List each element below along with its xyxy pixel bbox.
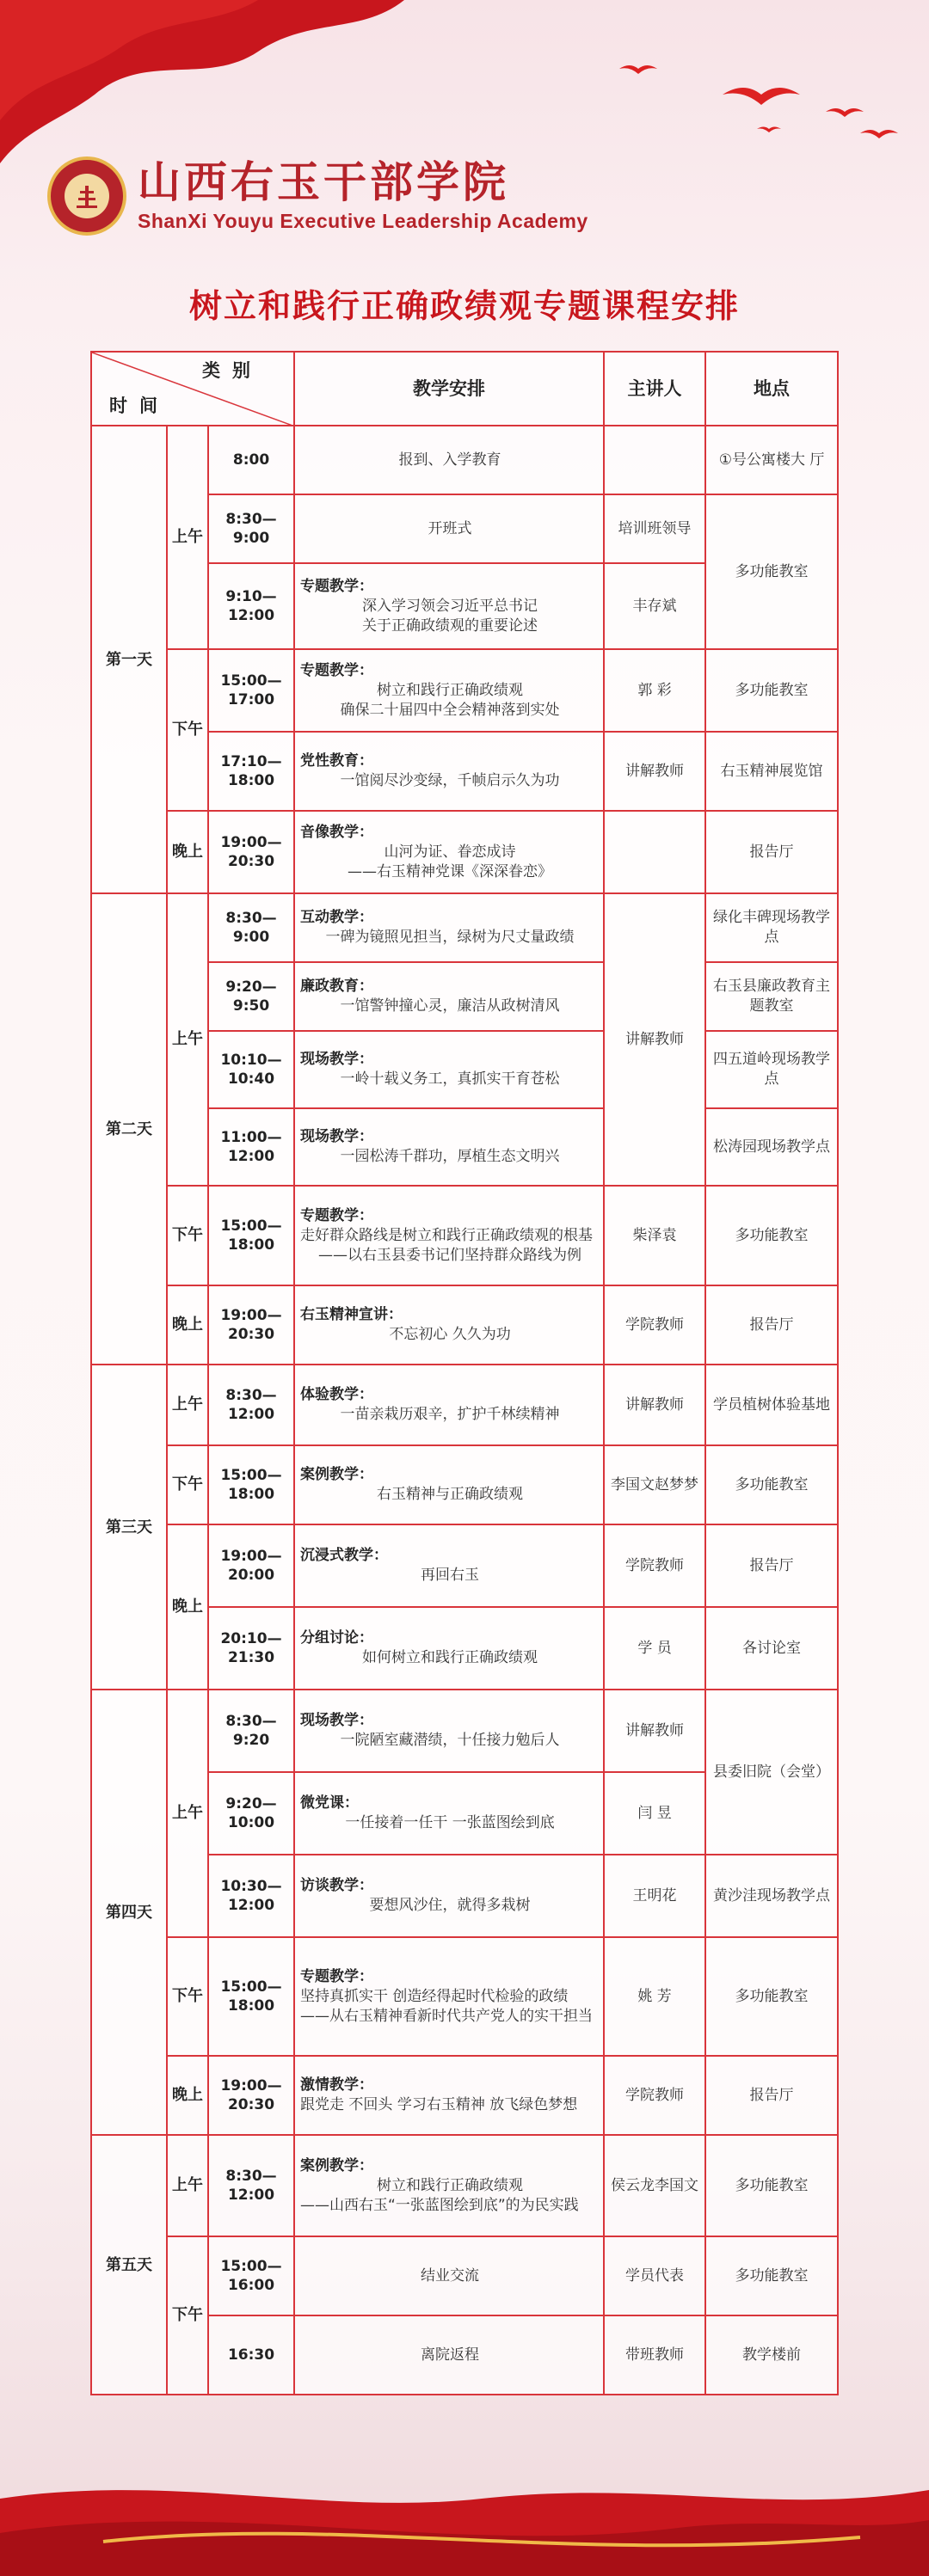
period-label: 下午 [167,1445,208,1524]
location-cell: 多功能教室 [705,1937,838,2056]
table-row [91,1690,838,1772]
lecturer-cell: 学院教师 [604,2056,705,2135]
time-cell: 17:10—18:00 [208,732,294,811]
lecturer-cell: 丰存斌 [604,563,705,649]
lecturer-cell: 讲解教师 [604,732,705,811]
lecturer-cell [604,426,705,494]
arrangement-cell: 廉政教育： 一馆警钟撞心灵，廉洁从政树清风 [294,962,604,1031]
time-cell: 8:30—9:00 [208,494,294,563]
lecturer-cell: 姚 芳 [604,1937,705,2056]
arrangement-cell: 微党课： 一任接着一任干 一张蓝图绘到底 [294,1772,604,1855]
arrangement-cell: 专题教学： 树立和践行正确政绩观 确保二十届四中全会精神落到实处 [294,649,604,732]
arrangement-cell: 报到、入学教育 [294,426,604,494]
arrangement-cell: 专题教学： 深入学习领会习近平总书记 关于正确政绩观的重要论述 [294,563,604,649]
time-cell: 9:10—12:00 [208,563,294,649]
lecturer-cell: 讲解教师 [604,1365,705,1445]
arrangement-cell: 现场教学： 一院陋室藏潜绩，十任接力勉后人 [294,1690,604,1772]
period-label: 上午 [167,893,208,1186]
time-cell: 15:00—17:00 [208,649,294,732]
location-cell: 多功能教室 [705,649,838,732]
period-label: 上午 [167,426,208,649]
time-cell: 15:00—18:00 [208,1937,294,2056]
header-location: 地点 [705,352,838,426]
location-cell: 报告厅 [705,1285,838,1365]
arrangement-cell: 专题教学： 走好群众路线是树立和践行正确政绩观的根基 ——以右玉县委书记们坚持群众路线为例 [294,1186,604,1285]
time-cell: 11:00—12:00 [208,1108,294,1186]
time-cell: 19:00—20:30 [208,1285,294,1365]
arrangement-cell: 互动教学： 一碑为镜照见担当，绿树为尺丈量政绩 [294,893,604,962]
time-cell: 8:30—9:00 [208,893,294,962]
arrangement-cell: 音像教学： 山河为证、眷恋成诗 ——右玉精神党课《深深眷恋》 [294,811,604,893]
time-cell: 15:00—16:00 [208,2236,294,2315]
header-corner [91,352,294,426]
pagoda-icon [77,184,97,210]
lecturer-cell: 培训班领导 [604,494,705,563]
lecturer-cell: 闫 昱 [604,1772,705,1855]
mountain-ribbon-decoration [0,2370,929,2576]
period-label: 晚上 [167,1285,208,1365]
lecturer-cell: 郭 彩 [604,649,705,732]
day-label: 第五天 [91,2135,167,2395]
arrangement-cell: 现场教学： 一岭十载义务工，真抓实干育苍松 [294,1031,604,1108]
location-cell: 绿化丰碑现场教学点 [705,893,838,962]
location-cell: 黄沙洼现场教学点 [705,1855,838,1937]
location-cell: 学员植树体验基地 [705,1365,838,1445]
lecturer-cell: 学 员 [604,1607,705,1690]
header-time: 时间 [109,396,169,416]
period-label: 下午 [167,2236,208,2395]
lecturer-cell: 学院教师 [604,1285,705,1365]
time-cell: 19:00—20:00 [208,1524,294,1607]
time-cell: 10:30—12:00 [208,1855,294,1937]
time-cell: 10:10—10:40 [208,1031,294,1108]
period-label: 晚上 [167,811,208,893]
arrangement-cell: 分组讨论： 如何树立和践行正确政绩观 [294,1607,604,1690]
time-cell: 8:30—12:00 [208,1365,294,1445]
arrangement-cell: 开班式 [294,494,604,563]
period-label: 上午 [167,2135,208,2236]
location-cell: 多功能教室 [705,2236,838,2315]
period-label: 上午 [167,1690,208,1937]
time-cell: 9:20—9:50 [208,962,294,1031]
time-cell: 19:00—20:30 [208,2056,294,2135]
location-cell: 多功能教室 [705,2135,838,2236]
location-cell: 县委旧院（会堂） [705,1690,838,1855]
location-cell: 多功能教室 [705,494,838,649]
period-label: 下午 [167,649,208,811]
arrangement-cell: 专题教学： 坚持真抓实干 创造经得起时代检验的政绩 ——从右玉精神看新时代共产党人的实干担当 [294,1937,604,2056]
arrangement-cell: 结业交流 [294,2236,604,2315]
time-cell: 8:30—12:00 [208,2135,294,2236]
time-cell: 15:00—18:00 [208,1445,294,1524]
time-cell: 15:00—18:00 [208,1186,294,1285]
header-category: 类别 [202,360,263,381]
arrangement-cell: 沉浸式教学： 再回右玉 [294,1524,604,1607]
table-row [91,1365,838,1445]
table-row [91,1445,838,1524]
period-label: 下午 [167,1186,208,1285]
time-cell: 20:10—21:30 [208,1607,294,1690]
arrangement-cell: 案例教学： 树立和践行正确政绩观 ——山西右玉“一张蓝图绘到底”的为民实践 [294,2135,604,2236]
time-cell: 9:20—10:00 [208,1772,294,1855]
arrangement-cell: 党性教育： 一馆阅尽沙变绿，千帧启示久为功 [294,732,604,811]
arrangement-cell: 现场教学： 一园松涛千群功，厚植生态文明兴 [294,1108,604,1186]
table-header-row [91,352,838,426]
location-cell: 教学楼前 [705,2315,838,2395]
lecturer-cell: 讲解教师 [604,1690,705,1772]
academy-logo [47,156,126,236]
table-row [91,1285,838,1365]
table-row [91,811,838,893]
lecturer-cell: 学员代表 [604,2236,705,2315]
arrangement-cell: 离院返程 [294,2315,604,2395]
day-label: 第一天 [91,426,167,893]
header-lecturer: 主讲人 [604,352,705,426]
location-cell: 右玉精神展览馆 [705,732,838,811]
time-cell: 19:00—20:30 [208,811,294,893]
lecturer-cell [604,811,705,893]
location-cell: 各讨论室 [705,1607,838,1690]
arrangement-cell: 激情教学： 跟党走 不回头 学习右玉精神 放飞绿色梦想 [294,2056,604,2135]
location-cell: 报告厅 [705,1524,838,1607]
birds-decoration [602,52,912,163]
arrangement-cell: 体验教学： 一苗亲栽历艰辛，扩护千林续精神 [294,1365,604,1445]
table-row [91,2056,838,2135]
location-cell: 报告厅 [705,2056,838,2135]
red-flag-decoration [0,0,482,163]
time-cell: 8:30—9:20 [208,1690,294,1772]
arrangement-cell: 右玉精神宣讲： 不忘初心 久久为功 [294,1285,604,1365]
lecturer-cell: 学院教师 [604,1524,705,1607]
page-title: 树立和践行正确政绩观专题课程安排 [188,286,740,325]
period-label: 晚上 [167,1524,208,1690]
lecturer-cell: 讲解教师 [604,893,705,1186]
location-cell: 四五道岭现场教学点 [705,1031,838,1108]
time-cell: 16:30 [208,2315,294,2395]
location-cell: 多功能教室 [705,1445,838,1524]
lecturer-cell: 王明花 [604,1855,705,1937]
table-row [91,1937,838,2056]
brand-name-cn: 山西右玉干部学院 [138,156,509,207]
location-cell: ①号公寓楼大 厅 [705,426,838,494]
day-label: 第二天 [91,893,167,1365]
header-arrangement: 教学安排 [294,352,604,426]
lecturer-cell: 带班教师 [604,2315,705,2395]
table-row [91,426,838,494]
location-cell: 松涛园现场教学点 [705,1108,838,1186]
location-cell: 右玉县廉政教育主题教室 [705,962,838,1031]
brand-name-en: ShanXi Youyu Executive Leadership Academy [138,210,588,232]
table-row [91,1524,838,1607]
location-cell: 报告厅 [705,811,838,893]
location-cell: 多功能教室 [705,1186,838,1285]
arrangement-cell: 案例教学： 右玉精神与正确政绩观 [294,1445,604,1524]
lecturer-cell: 侯云龙李国文 [604,2135,705,2236]
period-label: 上午 [167,1365,208,1445]
table-row [91,649,838,732]
period-label: 晚上 [167,2056,208,2135]
day-label: 第四天 [91,1690,167,2135]
table-row [91,1186,838,1285]
table-row [91,2135,838,2236]
arrangement-cell: 访谈教学： 要想风沙住，就得多栽树 [294,1855,604,1937]
time-cell: 8:00 [208,426,294,494]
period-label: 下午 [167,1937,208,2056]
lecturer-cell: 柴泽袁 [604,1186,705,1285]
lecturer-cell: 李国文赵梦梦 [604,1445,705,1524]
table-row [91,893,838,962]
schedule-table [90,351,839,2395]
day-label: 第三天 [91,1365,167,1690]
table-row [91,2236,838,2315]
